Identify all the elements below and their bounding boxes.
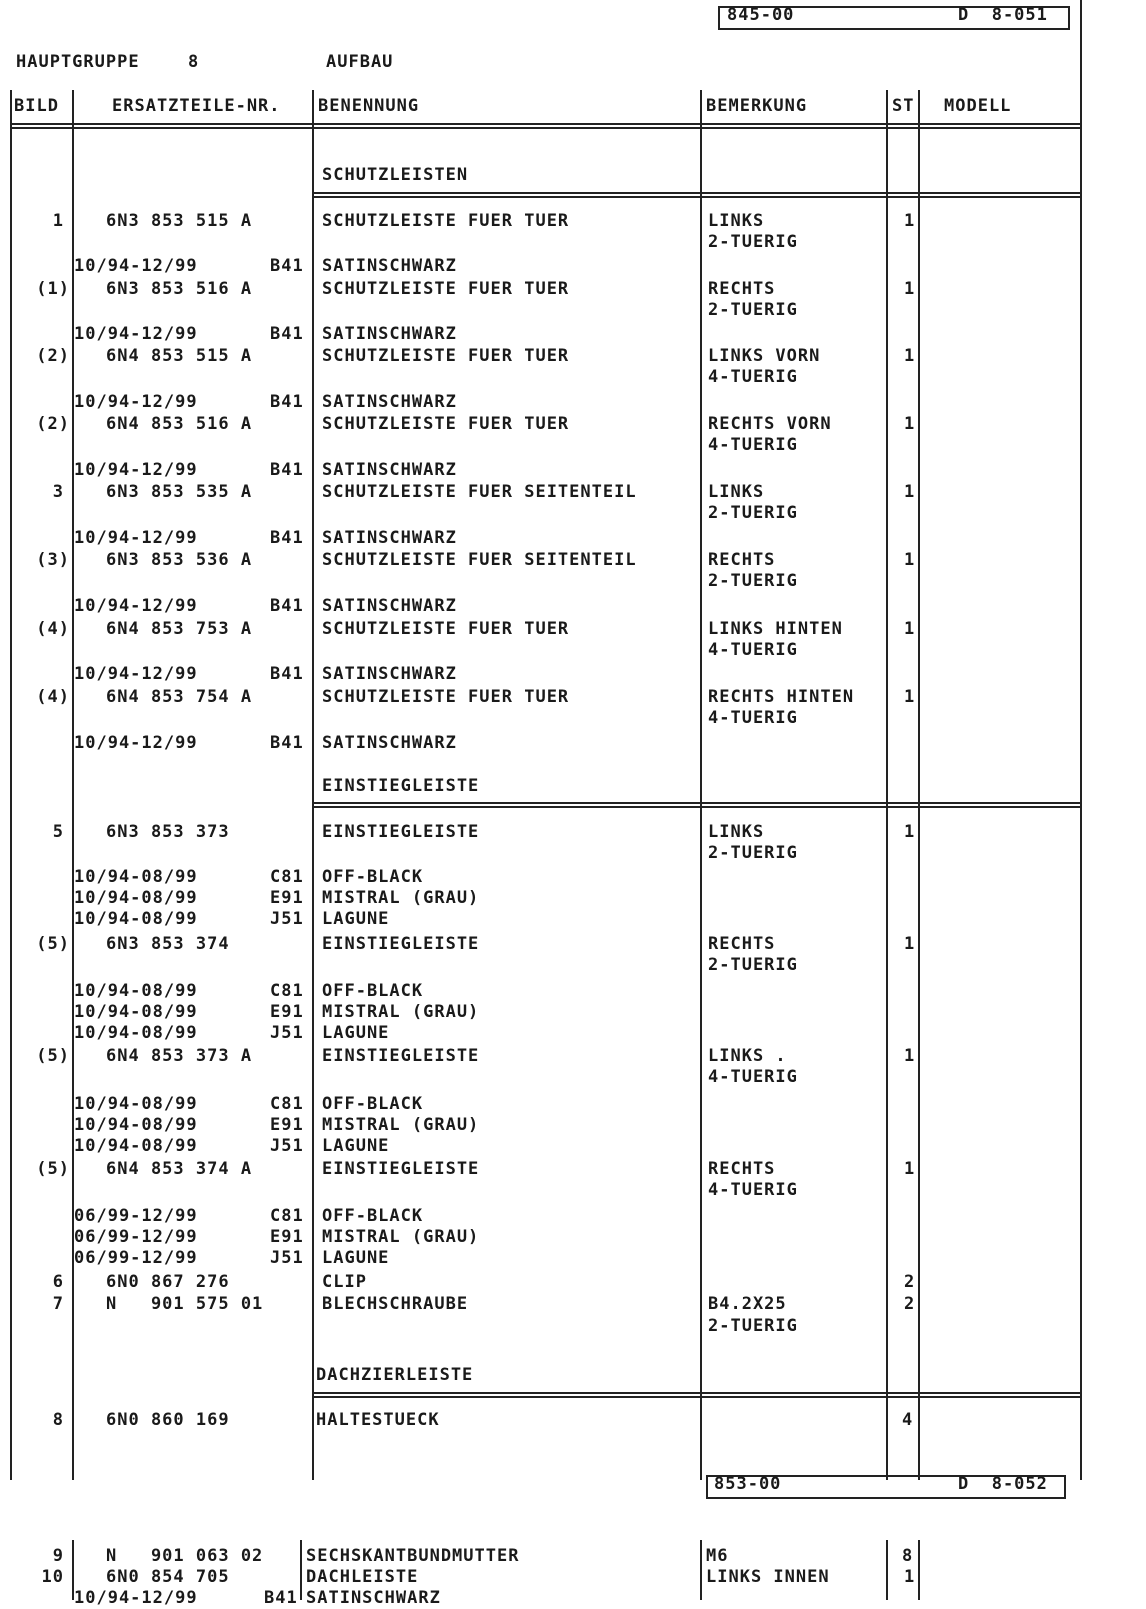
remark: RECHTS	[708, 279, 776, 299]
remark: LINKS	[708, 822, 765, 842]
remark-2: 2-TUERIG	[708, 571, 798, 591]
bild-number: 10	[41, 1567, 64, 1587]
col-line-1	[72, 90, 74, 1480]
group-name: AUFBAU	[326, 52, 394, 72]
bild-number: 6	[52, 1272, 64, 1292]
date-range: 06/99-12/99	[74, 1227, 198, 1247]
quantity: 1	[904, 934, 916, 954]
color-name: SATINSCHWARZ	[322, 664, 457, 684]
color-code: C81	[270, 1094, 304, 1114]
part-name: DACHLEISTE	[306, 1567, 419, 1587]
color-name: SATINSCHWARZ	[306, 1588, 441, 1608]
color-code: C81	[270, 981, 304, 1001]
color-name: SATINSCHWARZ	[322, 596, 457, 616]
part-number: 6N0 854 705	[106, 1567, 230, 1587]
date-range: 10/94-08/99	[74, 981, 198, 1001]
page-number: D 8-051	[958, 5, 1048, 25]
bild-number: 9	[52, 1546, 64, 1566]
quantity: 2	[904, 1272, 916, 1292]
color-code: B41	[270, 256, 304, 276]
part-number: 6N3 853 516 A	[106, 279, 253, 299]
remark: RECHTS	[708, 934, 776, 954]
col-line-4b	[886, 1540, 888, 1600]
color-code: E91	[270, 888, 304, 908]
quantity: 1	[904, 346, 916, 366]
color-name: OFF-BLACK	[322, 981, 424, 1001]
part-name: BLECHSCHRAUBE	[322, 1294, 469, 1314]
remark-2: 2-TUERIG	[708, 300, 798, 320]
col-line-5b	[918, 1540, 920, 1600]
section-rule	[312, 806, 1080, 808]
remark: RECHTS VORN	[708, 414, 832, 434]
color-code: E91	[270, 1002, 304, 1022]
page-number: D 8-052	[958, 1474, 1048, 1494]
quantity: 1	[904, 211, 916, 231]
color-code: E91	[270, 1115, 304, 1135]
part-number: N 901 575 01	[106, 1294, 264, 1314]
part-number: N 901 063 02	[106, 1546, 264, 1566]
color-code: J51	[270, 1136, 304, 1156]
quantity: 1	[904, 1159, 916, 1179]
part-name: CLIP	[322, 1272, 367, 1292]
group-number: 8	[188, 52, 200, 72]
part-number: 6N3 853 536 A	[106, 550, 253, 570]
part-name: EINSTIEGLEISTE	[322, 1159, 480, 1179]
color-name: OFF-BLACK	[322, 1094, 424, 1114]
part-name: SCHUTZLEISTE FUER SEITENTEIL	[322, 482, 637, 502]
date-range: 10/94-08/99	[74, 1115, 198, 1135]
bild-number: (5)	[36, 1046, 70, 1066]
part-number: 6N4 853 754 A	[106, 687, 253, 707]
section-rule	[312, 1392, 1080, 1394]
date-range: 10/94-12/99	[74, 460, 198, 480]
color-code: J51	[270, 1248, 304, 1268]
part-number: 6N0 867 276	[106, 1272, 230, 1292]
bild-number: (5)	[36, 934, 70, 954]
date-range: 10/94-12/99	[74, 528, 198, 548]
col-line-2	[312, 90, 314, 1480]
date-range: 06/99-12/99	[74, 1248, 198, 1268]
col-line-3b	[700, 1540, 702, 1600]
quantity: 1	[904, 687, 916, 707]
section-rule	[312, 192, 1080, 194]
quantity: 1	[904, 619, 916, 639]
part-name: SCHUTZLEISTE FUER TUER	[322, 279, 570, 299]
bild-number: (2)	[36, 346, 70, 366]
remark: LINKS HINTEN	[708, 619, 843, 639]
section-title: DACHZIERLEISTE	[316, 1365, 474, 1385]
reference-code: 853-00	[714, 1474, 782, 1494]
section-rule	[312, 196, 1080, 198]
bild-number: (4)	[36, 687, 70, 707]
col-header-modell: MODELL	[944, 96, 1012, 116]
color-code: J51	[270, 1023, 304, 1043]
remark: LINKS INNEN	[706, 1567, 830, 1587]
color-name: MISTRAL (GRAU)	[322, 1115, 480, 1135]
color-name: MISTRAL (GRAU)	[322, 1002, 480, 1022]
bild-number: (1)	[36, 279, 70, 299]
part-name: EINSTIEGLEISTE	[322, 934, 480, 954]
section-rule	[312, 1396, 1080, 1398]
remark: RECHTS HINTEN	[708, 687, 855, 707]
remark: LINKS .	[708, 1046, 787, 1066]
remark-2: 2-TUERIG	[708, 843, 798, 863]
bild-number: (3)	[36, 550, 70, 570]
col-header-benennung: BENENNUNG	[318, 96, 420, 116]
remark: RECHTS	[708, 550, 776, 570]
col-header-bemerkung: BEMERKUNG	[706, 96, 808, 116]
date-range: 10/94-12/99	[74, 1588, 198, 1608]
bild-number: 5	[52, 822, 64, 842]
remark-2: 2-TUERIG	[708, 1316, 798, 1336]
date-range: 10/94-12/99	[74, 733, 198, 753]
color-name: LAGUNE	[322, 1136, 390, 1156]
color-code: B41	[264, 1588, 298, 1608]
col-line-0	[10, 90, 12, 1480]
color-name: MISTRAL (GRAU)	[322, 1227, 480, 1247]
bild-number: 8	[52, 1410, 64, 1430]
color-name: SATINSCHWARZ	[322, 256, 457, 276]
col-header-nr: ERSATZTEILE-NR.	[112, 96, 281, 116]
bild-number: 7	[52, 1294, 64, 1314]
remark-2: 4-TUERIG	[708, 1067, 798, 1087]
date-range: 10/94-08/99	[74, 1002, 198, 1022]
bild-number: (2)	[36, 414, 70, 434]
part-name: SCHUTZLEISTE FUER TUER	[322, 414, 570, 434]
group-label: HAUPTGRUPPE	[16, 52, 140, 72]
date-range: 10/94-12/99	[74, 392, 198, 412]
remark-2: 4-TUERIG	[708, 367, 798, 387]
quantity: 2	[904, 1294, 916, 1314]
col-line-4	[886, 90, 888, 1480]
date-range: 10/94-12/99	[74, 256, 198, 276]
part-number: 6N3 853 535 A	[106, 482, 253, 502]
date-range: 10/94-08/99	[74, 1136, 198, 1156]
part-name: EINSTIEGLEISTE	[322, 1046, 480, 1066]
col-line-2b	[300, 1540, 302, 1600]
quantity: 1	[904, 1567, 916, 1587]
part-name: HALTESTUECK	[316, 1410, 440, 1430]
color-name: SATINSCHWARZ	[322, 733, 457, 753]
date-range: 10/94-08/99	[74, 909, 198, 929]
remark: RECHTS	[708, 1159, 776, 1179]
col-line-3	[700, 90, 702, 1480]
remark-2: 4-TUERIG	[708, 708, 798, 728]
quantity: 1	[904, 414, 916, 434]
right-page-edge	[1080, 0, 1082, 1480]
bild-number: (4)	[36, 619, 70, 639]
date-range: 10/94-08/99	[74, 888, 198, 908]
date-range: 10/94-12/99	[74, 324, 198, 344]
date-range: 10/94-12/99	[74, 596, 198, 616]
quantity: 1	[904, 1046, 916, 1066]
part-name: SCHUTZLEISTE FUER TUER	[322, 687, 570, 707]
part-name: SECHSKANTBUNDMUTTER	[306, 1546, 520, 1566]
part-number: 6N3 853 373	[106, 822, 230, 842]
color-code: B41	[270, 664, 304, 684]
col-header-bild: BILD	[14, 96, 59, 116]
date-range: 10/94-08/99	[74, 1094, 198, 1114]
color-code: B41	[270, 596, 304, 616]
color-name: MISTRAL (GRAU)	[322, 888, 480, 908]
col-line-5	[918, 90, 920, 1480]
section-title: SCHUTZLEISTEN	[322, 165, 469, 185]
quantity: 1	[904, 482, 916, 502]
part-number: 6N3 853 515 A	[106, 211, 253, 231]
quantity: 1	[904, 822, 916, 842]
bild-number: (5)	[36, 1159, 70, 1179]
remark-2: 4-TUERIG	[708, 640, 798, 660]
part-number: 6N4 853 374 A	[106, 1159, 253, 1179]
header-rule-1	[10, 123, 1080, 125]
date-range: 10/94-08/99	[74, 1023, 198, 1043]
remark-2: 4-TUERIG	[708, 435, 798, 455]
color-name: OFF-BLACK	[322, 867, 424, 887]
color-name: SATINSCHWARZ	[322, 392, 457, 412]
color-name: SATINSCHWARZ	[322, 324, 457, 344]
color-name: LAGUNE	[322, 909, 390, 929]
reference-code: 845-00	[727, 5, 795, 25]
quantity: 1	[904, 550, 916, 570]
part-name: SCHUTZLEISTE FUER TUER	[322, 346, 570, 366]
part-number: 6N0 860 169	[106, 1410, 230, 1430]
date-range: 10/94-12/99	[74, 664, 198, 684]
part-number: 6N4 853 515 A	[106, 346, 253, 366]
color-name: OFF-BLACK	[322, 1206, 424, 1226]
remark-2: 2-TUERIG	[708, 955, 798, 975]
remark-2: 2-TUERIG	[708, 503, 798, 523]
bild-number: 3	[52, 482, 64, 502]
part-number: 6N4 853 373 A	[106, 1046, 253, 1066]
bild-number: 1	[52, 211, 64, 231]
date-range: 10/94-08/99	[74, 867, 198, 887]
remark: LINKS	[708, 482, 765, 502]
part-number: 6N3 853 374	[106, 934, 230, 954]
remark-2: 4-TUERIG	[708, 1180, 798, 1200]
col-header-st: ST	[892, 96, 915, 116]
color-code: J51	[270, 909, 304, 929]
section-rule	[312, 802, 1080, 804]
color-code: B41	[270, 460, 304, 480]
part-name: SCHUTZLEISTE FUER SEITENTEIL	[322, 550, 637, 570]
color-name: LAGUNE	[322, 1023, 390, 1043]
part-number: 6N4 853 516 A	[106, 414, 253, 434]
quantity: 1	[904, 279, 916, 299]
color-name: SATINSCHWARZ	[322, 528, 457, 548]
remark: LINKS VORN	[708, 346, 821, 366]
part-name: SCHUTZLEISTE FUER TUER	[322, 211, 570, 231]
color-name: SATINSCHWARZ	[322, 460, 457, 480]
quantity: 8	[902, 1546, 914, 1566]
remark: M6	[706, 1546, 729, 1566]
color-code: C81	[270, 1206, 304, 1226]
remark: LINKS	[708, 211, 765, 231]
color-code: B41	[270, 733, 304, 753]
color-code: E91	[270, 1227, 304, 1247]
color-code: B41	[270, 324, 304, 344]
quantity: 4	[902, 1410, 914, 1430]
section-title: EINSTIEGLEISTE	[322, 776, 480, 796]
color-code: C81	[270, 867, 304, 887]
part-name: SCHUTZLEISTE FUER TUER	[322, 619, 570, 639]
part-name: EINSTIEGLEISTE	[322, 822, 480, 842]
color-code: B41	[270, 528, 304, 548]
remark-2: 2-TUERIG	[708, 232, 798, 252]
remark: B4.2X25	[708, 1294, 787, 1314]
color-code: B41	[270, 392, 304, 412]
color-name: LAGUNE	[322, 1248, 390, 1268]
part-number: 6N4 853 753 A	[106, 619, 253, 639]
date-range: 06/99-12/99	[74, 1206, 198, 1226]
header-rule-2	[10, 127, 1080, 129]
